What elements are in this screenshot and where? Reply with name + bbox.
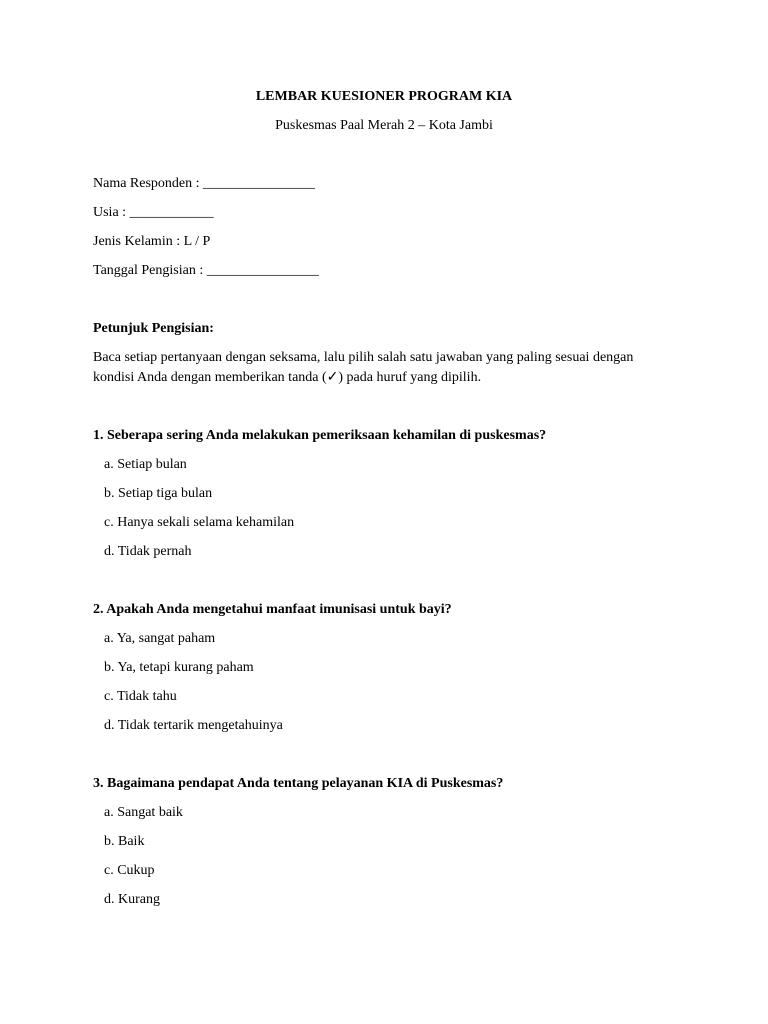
field-jenis-kelamin: Jenis Kelamin : L / P [93,234,211,249]
document-subtitle: Puskesmas Paal Merah 2 – Kota Jambi [275,118,493,133]
question-3-option-b: b. Baik [104,834,145,849]
field-label: Tanggal Pengisian [93,263,196,278]
field-tanggal-pengisian: Tanggal Pengisian : ________________ [93,263,319,278]
instructions-text: Baca setiap pertanyaan dengan seksama, lalu pilih salah satu jawaban yang paling sesuai dengan kondisi Anda dengan memberikan tanda (✓) pada huruf yang dipilih. [93,350,634,385]
field-label: Nama Responden [93,176,193,191]
field-value: ____________ [129,205,214,220]
field-label: Usia [93,205,119,220]
question-2-option-d: d. Tidak tertarik mengetahuinya [104,718,283,733]
question-1-option-d: d. Tidak pernah [104,544,192,559]
question-1-option-a: a. Setiap bulan [104,457,187,472]
question-3-option-d: d. Kurang [104,892,160,907]
question-2-option-a: a. Ya, sangat paham [104,631,216,646]
question-2-option-c: c. Tidak tahu [104,689,177,704]
field-usia: Usia : ____________ [93,205,214,220]
field-value: ________________ [203,176,316,191]
question-2: 2. Apakah Anda mengetahui manfaat imunisasi untuk bayi? [93,602,452,617]
field-value: L / P [183,234,211,249]
field-label: Jenis Kelamin [93,234,173,249]
question-3-option-a: a. Sangat baik [104,805,183,820]
question-1-option-c: c. Hanya sekali selama kehamilan [104,515,295,530]
document-title: LEMBAR KUESIONER PROGRAM KIA [255,89,513,104]
field-value: ________________ [206,263,319,278]
field-nama-responden: Nama Responden : ________________ [93,176,316,191]
instructions-heading: Petunjuk Pengisian: [93,321,214,336]
question-2-option-b: b. Ya, tetapi kurang paham [104,660,254,675]
question-1: 1. Seberapa sering Anda melakukan pemeriksaan kehamilan di puskesmas? [93,428,547,443]
question-3-option-c: c. Cukup [104,863,155,878]
question-1-option-b: b. Setiap tiga bulan [104,486,213,501]
question-3: 3. Bagaimana pendapat Anda tentang pelayanan KIA di Puskesmas? [93,776,504,791]
